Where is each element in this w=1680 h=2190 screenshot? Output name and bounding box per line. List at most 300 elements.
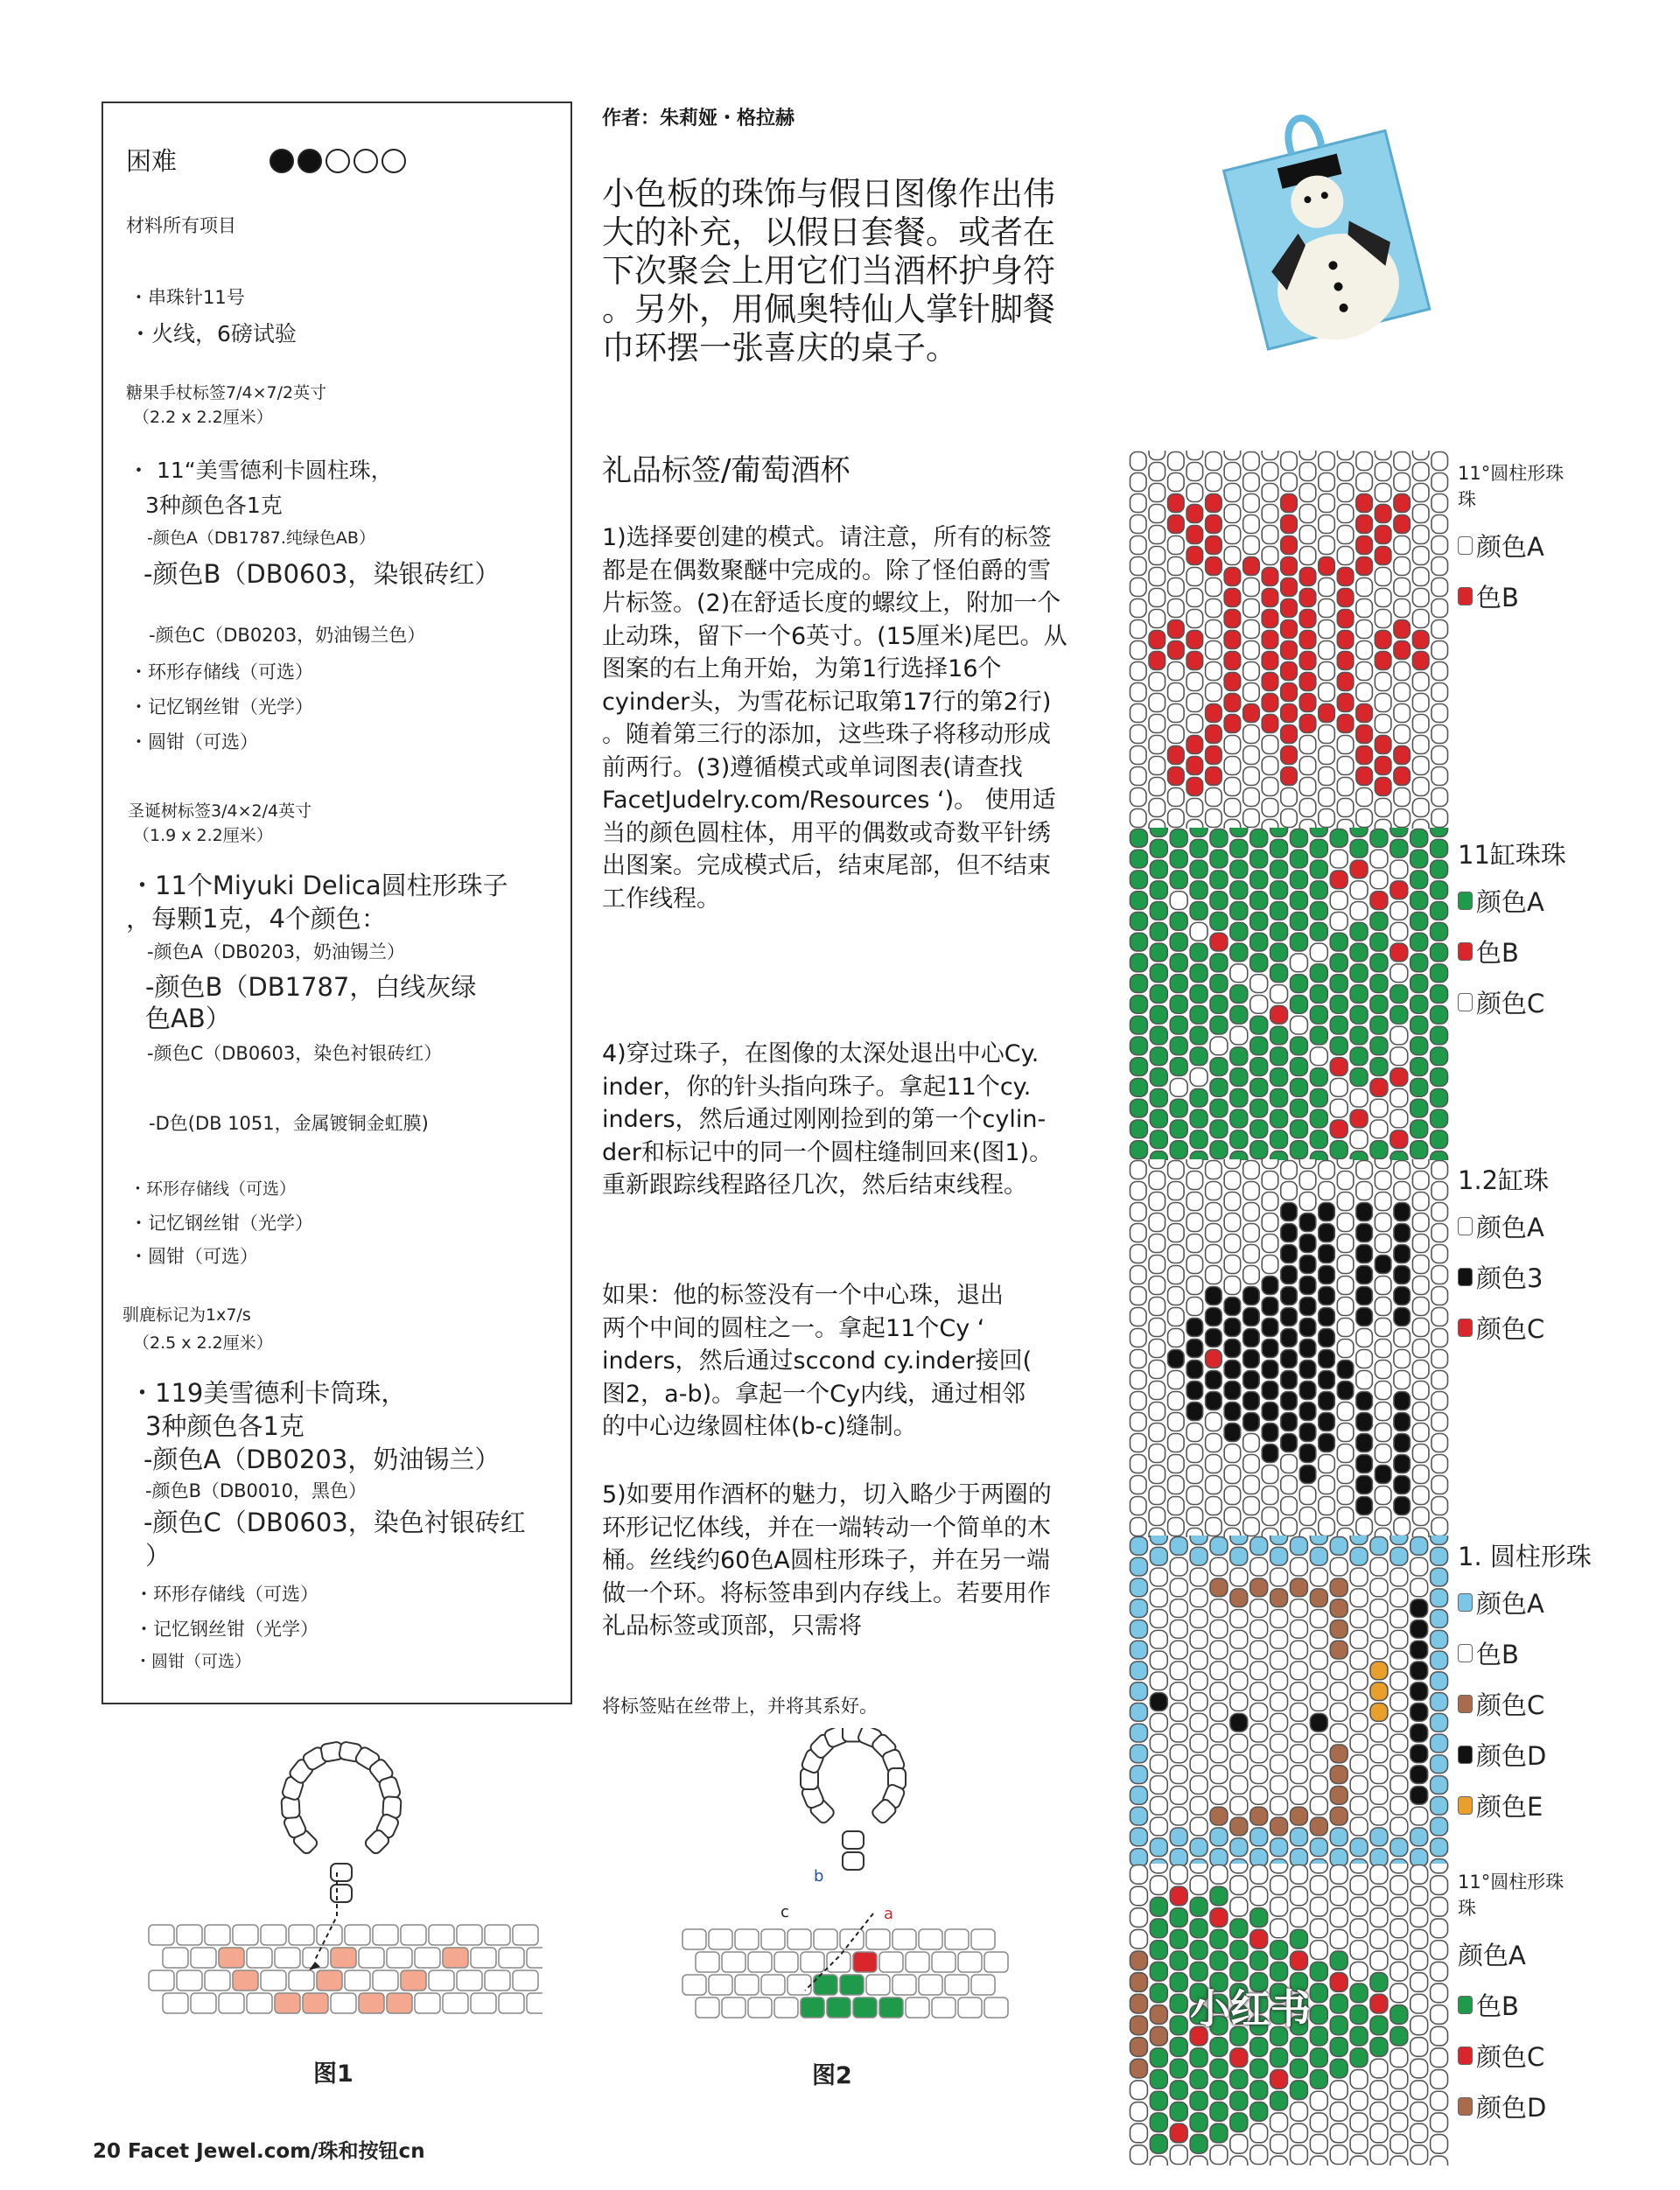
figure-bead [289,1970,314,1991]
bead [1410,1994,1428,2013]
bead [1270,1547,1288,1565]
bead [1281,1497,1298,1515]
bead [1390,1651,1408,1669]
bead [1281,452,1298,471]
bead [1281,1392,1298,1410]
bead [1130,1973,1148,1992]
bead [1130,1828,1148,1846]
bead [1150,985,1167,1004]
material-item: -颜色A（DB0203，奶油锡兰） [144,1445,500,1474]
bead [1291,1058,1308,1076]
bead [1375,631,1391,649]
bead [1356,1203,1373,1221]
bead [1230,2135,1248,2154]
bead [1350,1068,1368,1087]
bead [1337,484,1354,502]
bead [1150,1547,1167,1565]
bead [1410,1973,1428,1992]
figure-1-label: 图1 [313,2061,354,2088]
bead [1186,694,1203,712]
bead [1337,1172,1354,1190]
bead [1130,1224,1147,1242]
figure-bead [485,1970,510,1991]
bead [1432,683,1448,702]
bead [1390,2070,1408,2089]
bead [1281,1203,1298,1221]
bead [1370,2145,1388,2165]
bead [1210,996,1228,1014]
bead [1186,1424,1203,1442]
bead [1262,1508,1278,1526]
bead [1270,1864,1288,1873]
figure-bead [801,1952,824,1972]
bead [1431,1047,1448,1066]
bead [1270,922,1288,941]
bead [1130,1455,1147,1473]
bead [1394,473,1410,492]
bead [1310,2135,1327,2154]
bead [1186,799,1203,817]
bead [1210,1908,1228,1928]
bead [1224,1256,1241,1274]
bead [1390,1047,1408,1066]
figure-bead [345,1970,370,1991]
bead [1150,1734,1167,1753]
legend-entry [1458,1259,1549,1295]
bead [1356,1245,1373,1263]
bead [1310,1610,1327,1628]
bead [1370,2038,1388,2057]
bead [1190,1088,1208,1107]
bead [1356,557,1373,576]
bead [1262,778,1278,796]
bead [1150,1755,1167,1774]
bead [1130,1350,1147,1368]
bead [1149,736,1166,754]
bead [1410,1745,1428,1763]
tree-title: 圣诞树标签3/4×2/4英寸 [128,801,312,821]
bead [1319,557,1335,576]
bead [1130,1120,1148,1138]
bead [1330,1787,1348,1805]
bead [1390,1897,1408,1916]
legend-label: 颜色E [1476,1792,1544,1822]
bead [1170,2059,1187,2078]
bead [1149,1340,1166,1358]
color-swatch-icon [1458,892,1473,910]
bead [1186,589,1203,607]
bead [1299,1508,1316,1526]
figure-bead [527,1993,542,2013]
bead [1170,1704,1187,1722]
legend-label: 颜色A [1476,1213,1544,1242]
bead [1250,1929,1268,1949]
bead [1412,1445,1429,1463]
bead [1190,828,1208,836]
bead [1190,2091,1208,2110]
bead [1410,1704,1428,1722]
bead [1224,1487,1241,1505]
bead [1190,902,1208,920]
legend-entry [1458,1936,1564,1972]
bead [1186,547,1203,565]
bead [1370,1787,1388,1805]
bead [1337,547,1354,565]
bead [1375,610,1391,628]
color-swatch-icon [1458,1593,1473,1612]
bead [1130,557,1147,576]
bead [1168,1329,1185,1347]
bead [1431,1589,1448,1607]
bead [1262,451,1278,460]
bead [1370,1994,1388,2013]
bead [1299,1340,1316,1358]
bead [1330,1120,1348,1138]
bead [1390,1068,1408,1087]
color-swatch-icon [1458,1996,1473,2014]
bead [1350,1672,1368,1690]
tail-text: 将标签贴在丝带上，并将其系好。 [602,1696,878,1717]
step-5-text [602,1479,1088,1643]
bead [1150,1796,1167,1815]
bead [1330,1537,1348,1556]
bead [1337,694,1354,712]
bead [1390,1796,1408,1815]
bead [1432,1308,1448,1326]
bead [1310,943,1327,962]
bead [1281,1329,1298,1347]
bead [1149,526,1166,544]
step-1-text [602,521,1088,915]
bead [1291,996,1308,1014]
bead [1291,1037,1308,1055]
bead [1206,1434,1222,1452]
bead [1281,641,1298,660]
bead [1168,1434,1185,1452]
figure-bead [219,1948,244,1968]
bead [1149,1193,1166,1211]
bead [1410,1807,1428,1825]
bead [1412,736,1429,754]
figure-bead [387,1948,412,1968]
bead [1356,1287,1373,1305]
bead [1330,1766,1348,1784]
bead [1410,2016,1428,2035]
bead [1431,1630,1448,1648]
bead [1337,799,1354,817]
bead [1130,1683,1148,1701]
text-line: 出图案。完成模式后，结束尾部，但不结束 [602,852,1051,879]
bead [1250,954,1268,972]
bead [1370,2016,1388,2035]
bead [1190,1734,1208,1753]
bead [1394,1371,1410,1389]
bead [1168,1308,1185,1326]
bead [1270,943,1288,962]
bead [1206,599,1222,618]
bead [1190,922,1208,941]
bead [1375,463,1391,481]
bead [1150,2113,1167,2132]
bead [1330,1828,1348,1846]
bead [1431,839,1448,857]
bead [1210,954,1228,972]
bead [1375,1159,1391,1169]
bead [1350,2048,1368,2068]
bead [1310,1005,1327,1024]
bead [1150,1130,1167,1149]
reindeer-size: （2.5 x 2.2厘米） [133,1333,273,1353]
bead [1350,1962,1368,1981]
bead [1412,1508,1429,1526]
bead [1130,641,1147,660]
figure-bead [359,1948,384,1968]
bead [1186,1508,1203,1526]
bead [1230,2048,1248,2068]
bead [1243,1224,1260,1242]
bead [1370,1662,1388,1680]
bead [1390,1630,1408,1648]
fig2-point-c: c [780,1903,789,1921]
figure-bead [457,1970,482,1991]
bead [1270,1068,1288,1087]
bead [1281,599,1298,618]
bead [1190,1796,1208,1815]
bead [1230,1941,1248,1960]
bead [1224,694,1241,712]
bead [1412,1361,1429,1379]
figure-bead [932,1952,956,1972]
text-line: 巾环摆一张喜庆的桌子。 [602,329,958,367]
bead [1186,568,1203,586]
bead [1224,652,1241,670]
bead [1410,850,1428,868]
bead [1190,1047,1208,1066]
bead [1319,536,1335,555]
bead [1394,557,1410,576]
bead [1310,1047,1327,1066]
bead [1350,1838,1368,1857]
watermark-text: 小红书 [1190,1985,1311,2033]
bead [1356,788,1373,807]
bead [1170,2081,1187,2100]
bead [1190,1941,1208,1960]
figure-bead [945,1929,969,1949]
bead [1130,933,1148,951]
bead [1281,1476,1298,1494]
figure-bead [761,1975,785,1995]
bead [1230,1817,1248,1836]
bead [1243,578,1260,597]
bead [1432,1161,1448,1179]
bead [1370,1599,1388,1618]
figure-bead [722,1998,746,2018]
figure-bead [163,1948,188,1968]
bead [1270,2113,1288,2132]
bead [1150,828,1167,836]
bead [1330,2038,1348,2057]
figure-bead [275,1993,300,2013]
bead [1390,1776,1408,1795]
bead [1410,829,1428,848]
figure-bead [932,1998,956,2018]
bead [1310,1962,1327,1981]
bead [1250,1886,1268,1906]
color-swatch-icon [1458,942,1473,961]
bead [1412,1256,1429,1274]
bead [1130,1434,1147,1452]
text-line: 4)穿过珠子，在图像的太深处退出中心Cy. [602,1040,1040,1067]
bead [1375,1424,1391,1442]
figure-bead [317,1925,342,1945]
bead [1250,913,1268,931]
figure-bead [331,1948,356,1968]
bead [1262,1277,1278,1295]
bead [1168,1203,1185,1221]
bead [1410,2103,1428,2122]
bead [1206,1518,1222,1536]
text-line: 片标签。(2)在舒适长度的螺纹上，附加一个 [602,590,1061,617]
bead [1337,463,1354,481]
material-item: 3种颜色各1克 [145,493,283,518]
bead [1431,1109,1448,1128]
bead [1168,767,1185,786]
bead [1412,589,1429,607]
bead [1310,881,1327,899]
legend-entry [1458,1788,1592,1823]
bead [1206,1392,1222,1410]
bead [1130,1308,1147,1326]
bead [1431,1919,1448,1938]
bead [1370,954,1388,972]
bead [1394,452,1410,471]
bead [1130,1058,1148,1076]
bead [1356,1455,1373,1473]
legend-entry [1458,2089,1564,2124]
material-item: -颜色C（DB0603，染色衬银砖红 [144,1508,526,1537]
bead [1394,1476,1410,1494]
bead [1299,463,1316,481]
bead [1431,1734,1448,1753]
bead [1210,829,1228,848]
bead [1390,2005,1408,2025]
bead [1394,578,1410,597]
bead [1375,1466,1391,1484]
bead [1291,1951,1308,1970]
bead [1319,704,1335,723]
bead [1432,1476,1448,1494]
bead [1170,1620,1187,1639]
bead [1224,1235,1241,1253]
bead [1206,1266,1222,1284]
bead [1330,1662,1348,1680]
bead [1150,1984,1167,2003]
bead [1250,2059,1268,2078]
bead [1319,1350,1335,1368]
figure-bead [945,1975,969,1995]
bead [1262,631,1278,649]
bead [1310,1088,1327,1107]
bead [1291,2081,1308,2100]
bead [1370,2059,1388,2078]
bead [1370,829,1388,848]
bead [1130,1079,1148,1097]
bead [1431,1068,1448,1087]
snowman-ornament-image [1208,79,1444,367]
bead [1130,1599,1148,1618]
bead [1224,451,1241,460]
bead [1319,725,1335,744]
color-swatch-icon [1458,1268,1473,1286]
bead [1190,1817,1208,1836]
bead [1299,505,1316,523]
bead [1210,1120,1228,1138]
color-swatch-icon [1458,1644,1473,1662]
bead [1356,536,1373,555]
bead [1243,473,1260,492]
loop-bead [331,1864,352,1881]
bead [1310,1734,1327,1753]
pattern-legend [1458,842,1566,1020]
bead [1150,1919,1167,1938]
bead [1350,1941,1368,1960]
bead [1410,1578,1428,1597]
bead [1291,1662,1308,1680]
bead [1356,1266,1373,1284]
bead [1350,839,1368,857]
bead [1394,1392,1410,1410]
bead [1412,526,1429,544]
bead [1270,2070,1288,2089]
bead [1250,871,1268,889]
bead [1243,452,1260,471]
bead [1190,943,1208,962]
bead [1291,1745,1308,1763]
text-line: 的中心边缘圆柱体(b-c)缝制。 [602,1413,917,1440]
bead [1432,1518,1448,1536]
loop-bead [331,1885,352,1902]
bead [1350,860,1368,878]
bead [1337,715,1354,733]
text-line: 1)选择要创建的模式。请注意，所有的标签 [602,524,1052,551]
bead [1210,1079,1228,1097]
pattern-legend [1458,1167,1549,1346]
bead [1432,1329,1448,1347]
bead [1291,1704,1308,1722]
bead [1310,1589,1327,1607]
bead [1243,683,1260,702]
bead [1390,902,1408,920]
bead [1130,1266,1147,1284]
bead [1130,1476,1147,1494]
bead [1356,767,1373,786]
bead [1356,704,1373,723]
bead [1299,652,1316,670]
bead [1130,1578,1148,1597]
bead [1356,1329,1373,1347]
legend-label: 色B [1476,583,1519,612]
bead [1375,652,1391,670]
bead [1330,1079,1348,1097]
bead [1431,2135,1448,2154]
bead [1330,913,1348,931]
bead [1291,1908,1308,1928]
bead [1250,1058,1268,1076]
bead [1130,1865,1148,1885]
bead [1310,2005,1327,2025]
bead [1262,547,1278,565]
bead [1243,1161,1260,1179]
